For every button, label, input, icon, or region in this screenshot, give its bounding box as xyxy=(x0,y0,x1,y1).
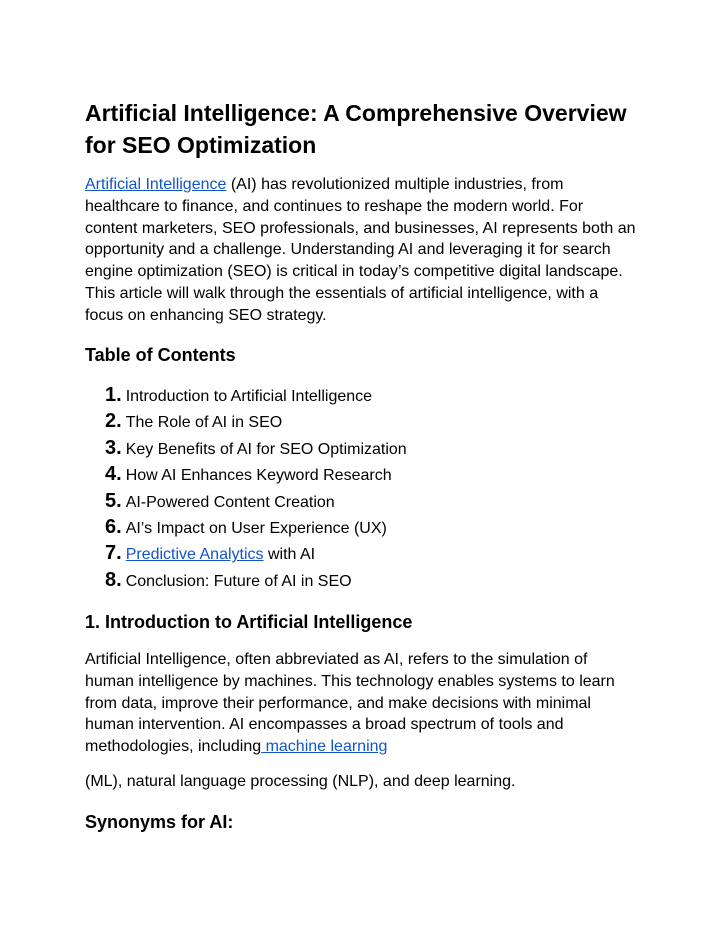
table-of-contents xyxy=(105,382,407,593)
section-heading: 1. Introduction to Artificial Intelligence xyxy=(85,612,413,632)
toc-item xyxy=(105,461,407,487)
toc-item-number: 2. xyxy=(105,410,122,433)
toc-item-text: The Role of AI in SEO xyxy=(125,414,283,432)
toc-item-text: AI-Powered Content Creation xyxy=(125,493,335,511)
artificial-intelligence-link[interactable]: Artificial Intelligence xyxy=(85,176,227,193)
toc-item-text: Key Benefits of AI for SEO Optimization xyxy=(125,440,407,458)
toc-item-number: 8. xyxy=(105,568,122,591)
toc-item-number: 7. xyxy=(105,542,122,565)
toc-item xyxy=(105,514,407,540)
toc-item-number: 6. xyxy=(105,515,122,538)
toc-item xyxy=(105,382,407,408)
section-paragraph-text: Artificial Intelligence, often abbreviated as AI, refers to the simulation of human intelligence by machines. This technology enables systems to learn from data, improve their performance, and make decisions with minimal human intervention. AI encompasses a broad spectrum of tools and methodologies, including xyxy=(85,651,615,756)
predictive-analytics-link[interactable]: Predictive Analytics xyxy=(125,546,264,564)
synonyms-heading: Synonyms for AI: xyxy=(85,812,234,832)
machine-learning-link[interactable]: machine learning xyxy=(261,738,388,756)
toc-item xyxy=(105,488,407,514)
section-paragraph-continued: (ML), natural language processing (NLP), and deep learning. xyxy=(85,773,516,790)
toc-item xyxy=(105,435,407,461)
toc-item-text: How AI Enhances Keyword Research xyxy=(125,467,392,485)
section-paragraph xyxy=(85,649,637,758)
toc-item-text: Introduction to Artificial Intelligence xyxy=(125,388,373,405)
toc-item-number: 5. xyxy=(105,489,122,512)
document-title: Artificial Intelligence: A Comprehensive Overview for SEO Optimization xyxy=(85,100,627,158)
intro-text: (AI) has revolutionized multiple industries, from healthcare to finance, and continues to reshape the modern world. For content marketers, SEO professionals, and businesses, AI represents both an opportunity and a challenge. Understanding AI and leveraging it for search engine optimization (SEO) is critical in today’s competitive digital landscape. This article will walk through the essentials of artificial intelligence, with a focus on enhancing SEO strategy. xyxy=(85,176,636,324)
toc-item-number: 1. xyxy=(105,384,122,406)
toc-item-text: AI’s Impact on User Experience (UX) xyxy=(125,519,387,537)
toc-item-number: 3. xyxy=(105,436,122,459)
toc-item xyxy=(105,540,407,566)
toc-item xyxy=(105,567,407,593)
toc-item-text: with AI xyxy=(263,546,316,564)
toc-item-text: Conclusion: Future of AI in SEO xyxy=(125,572,352,590)
toc-item-number: 4. xyxy=(105,463,122,486)
intro-paragraph xyxy=(85,174,637,327)
toc-item xyxy=(105,408,407,434)
toc-heading: Table of Contents xyxy=(85,345,236,365)
